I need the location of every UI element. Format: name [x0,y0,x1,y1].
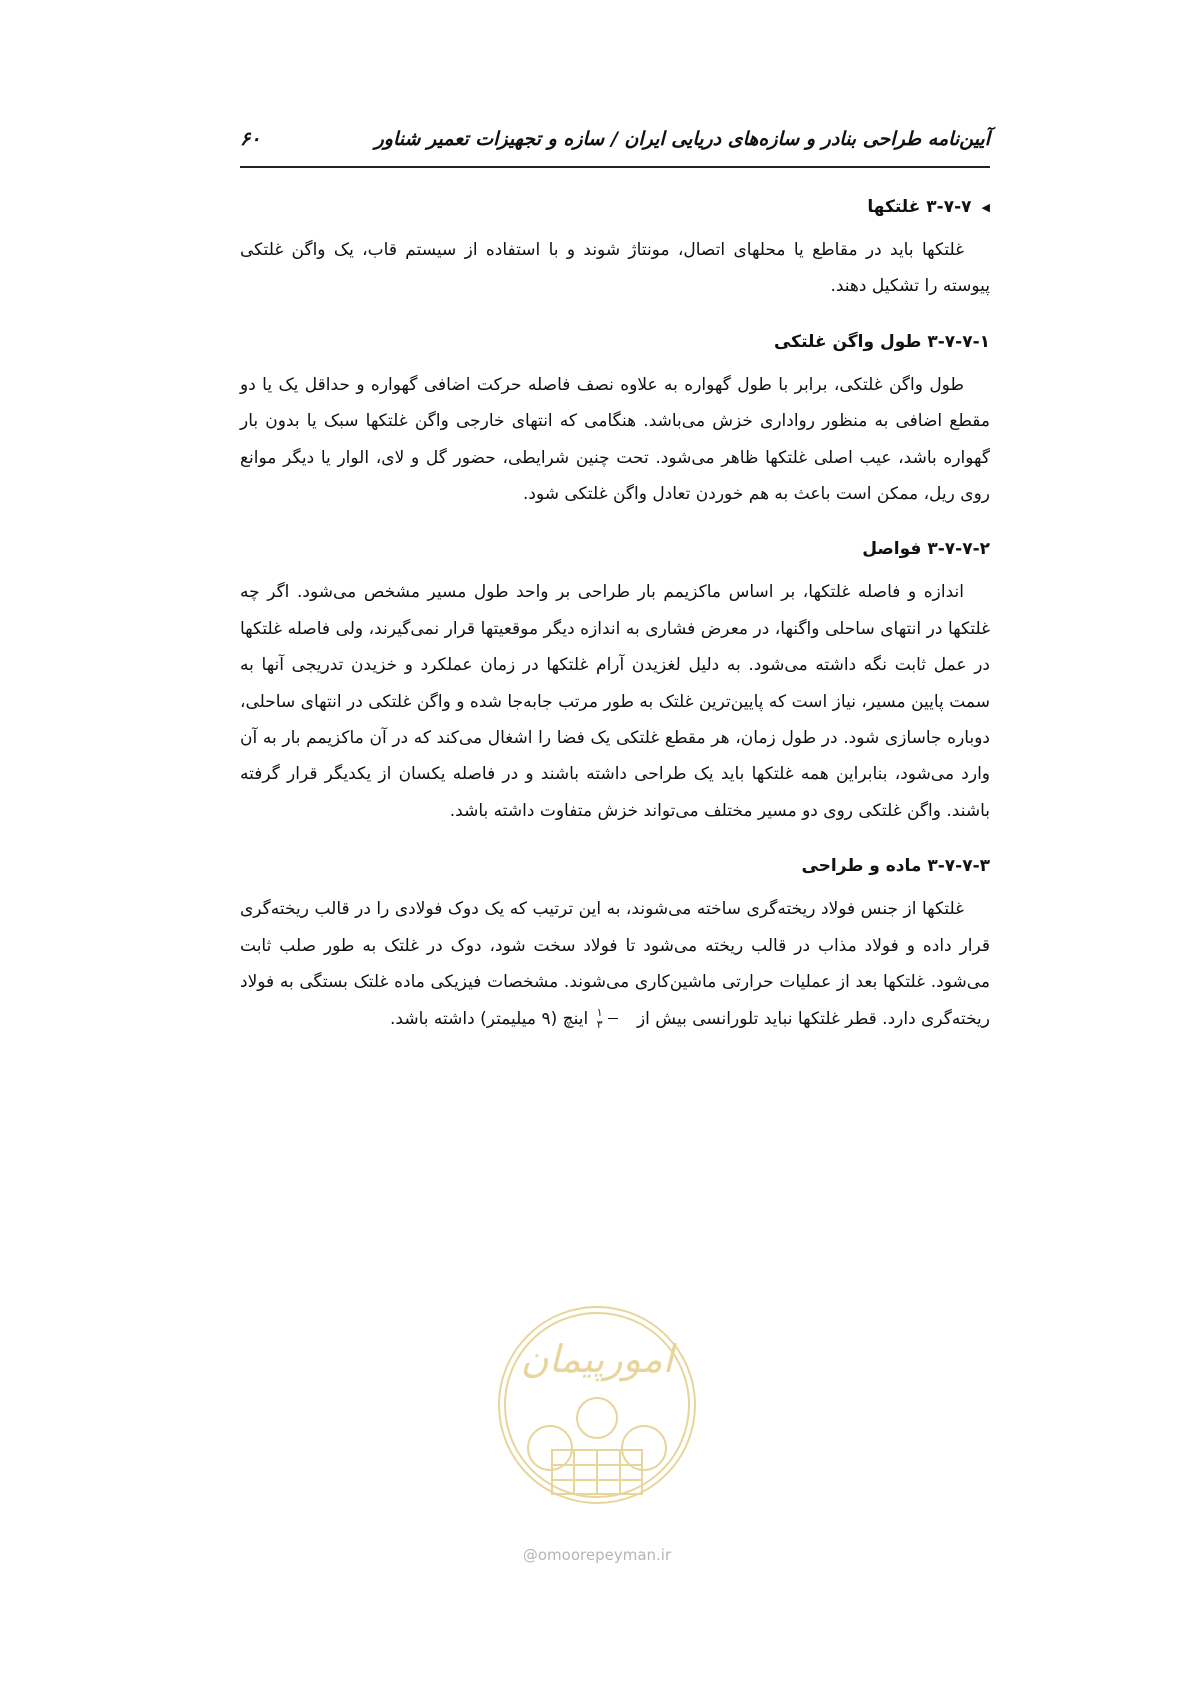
header-rule [240,166,990,168]
page-header [240,128,990,162]
subsection-text-3-end: اینچ (۹ میلیمتر) داشته باشد. [390,1008,589,1029]
section-heading-text: ۳-۷-۷ غلتکها [867,197,972,217]
section-heading [240,190,990,224]
watermark-url: @omoorepeyman.ir [522,1546,672,1564]
subsection-heading-1: ۳-۷-۷-۱ طول واگن غلتکی [773,331,990,352]
fraction-denominator: ۳ [596,1018,603,1031]
subsection-heading-2: ۳-۷-۷-۲ فواصل [862,539,990,560]
play-left-icon: ◀ [981,200,990,214]
header-title: آیین‌نامه طراحی بنادر و سازه‌های دریایی ایران / سازه و تجهیزات تعمیر شناور [374,128,990,150]
watermark-logo [492,1300,702,1510]
section-intro: غلتکها باید در مقاطع یا محلهای اتصال، مونتاژ شوند و با استفاده از سیستم قاب، یک واگن غلتکی پیوسته را تشکیل دهند. [240,240,990,297]
fraction-numerator: ۱ [596,1006,603,1019]
subsection-text-3-start: غلتکها از جنس فولاد ریخته‌گری ساخته می‌شوند، به این ترتیب که یک دوک فولادی را در قالب ریخته‌گری قرار داده و فولاد مذاب در قالب ریخته می‌شود تا فولاد سخت شود، دوک در غلتک به طور صلب ثابت می‌شود. غلتکها بعد از عملیات حرارتی ماشین‌کاری می‌شوند. مشخصات فیزیکی ماده غلتک بستگی به فولاد ریخته‌گری دارد. قطر غلتکها نباید تلورانسی بیش از [240,899,990,1029]
subsection-text-1: طول واگن غلتکی، برابر با طول گهواره به علاوه نصف فاصله حرکت اضافی گهواره و حداقل یک یا دو مقطع اضافی به منظور رواداری خزش می‌باشد. هنگامی که انتهای خارجی واگن غلتکها سبک یا بدون بار گهواره باشد، عیب اصلی غلتکها ظاهر می‌شود. تحت چنین شرایطی، حضور گل و لای، الوار یا دیگر موانع روی ریل، ممکن است باعث به هم خوردن تعادل واگن غلتکی شود. [240,374,990,505]
page-number: ۶۰ [240,128,261,150]
fraction [597,1007,629,1030]
subsection-heading-3: ۳-۷-۷-۳ ماده و طراحی [801,856,990,877]
watermark-logo-text: امورپیمان [520,1337,674,1381]
page-content [240,186,990,1037]
at-icon: @ [522,1546,538,1564]
subsection-text-3 [240,891,990,1037]
subsection-text-2: اندازه و فاصله غلتکها، بر اساس ماکزیمم بار طراحی بر واحد طول مسیر مشخص می‌شود. اگر چه غلتکها در انتهای ساحلی واگنها، در معرض فشاری به اندازه دیگر موقعیتها قرار نمی‌گیرند، ولی فاصله غلتکها در عمل ثابت نگه داشته می‌شود. به دلیل لغزیدن آرام غلتکها در زمان عملکرد و خزیدن تدریجی آنها به سمت پایین مسیر، نیاز است که پایین‌ترین غلتک به طور مرتب جابه‌جا شده و واگن غلتکی در انتهای ساحلی، دوباره جاسازی شود. در طول زمان، هر مقطع غلتکی یک فضا را اشغال می‌کند که در آن ماکزیمم بار به آن وارد می‌شود، بنابراین همه غلتکها باید یک طراحی داشته باشند و در فاصله یکسان از یکدیگر قرار گرفته باشند. واگن غلتکی روی دو مسیر مختلف می‌تواند خزش متفاوت داشته باشد. [240,582,990,821]
